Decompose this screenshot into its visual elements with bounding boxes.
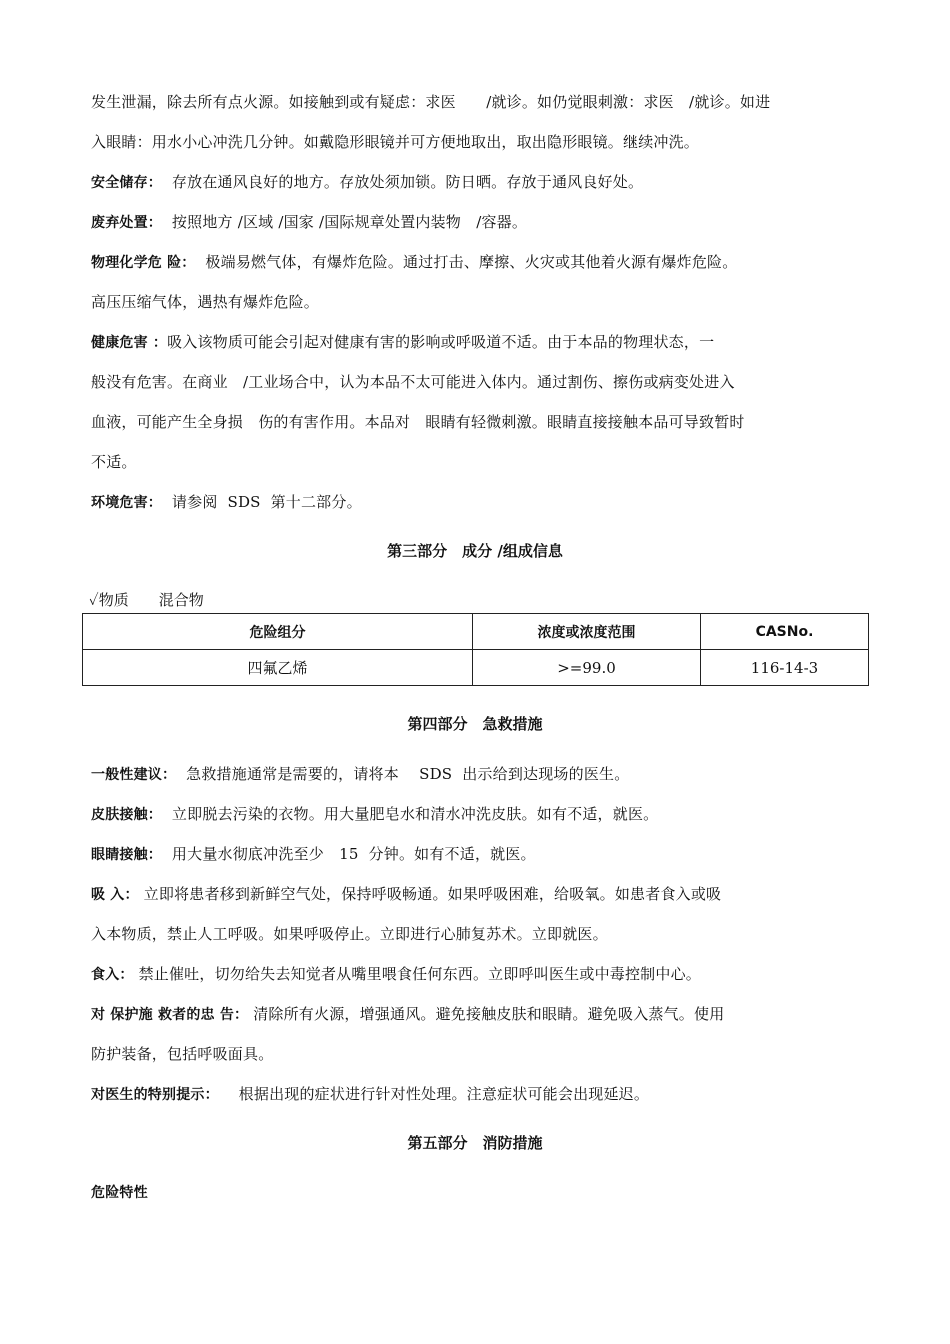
composition-table xyxy=(82,613,869,686)
section4-title: 第四部分 急救措施 xyxy=(407,715,543,733)
general-advice-row xyxy=(91,764,629,785)
health-row xyxy=(91,332,714,353)
ingestion-row xyxy=(91,964,701,985)
environment-text: 请参阅 SDS 第十二部分。 xyxy=(162,493,362,511)
physchem-text: 极端易燃气体，有爆炸危险。通过打击、摩擦、火灾或其他着火源有爆炸危险。 xyxy=(195,253,738,271)
ingestion-label: 食入： xyxy=(91,967,134,983)
health-label: 健康危害 ： xyxy=(91,335,168,351)
health-line-4: 不适。 xyxy=(91,453,137,471)
doctor-label: 对医生的特别提示： xyxy=(91,1087,219,1103)
ingestion-text: 禁止催吐，切勿给失去知觉者从嘴里喂食任何东西。立即呼叫医生或中毒控制中心。 xyxy=(133,965,701,983)
table-row xyxy=(83,650,869,686)
health-line-3: 血液，可能产生全身损 伤的有害作用。本品对 眼睛有轻微刺激。眼睛直接接触本品可导致暂时 xyxy=(91,413,745,431)
health-line-2: 般没有危害。在商业 /工业场合中，认为本品不太可能进入体内。通过割伤、擦伤或病变处进入 xyxy=(91,373,735,391)
environment-row xyxy=(91,492,362,513)
mixture-label: 混合物 xyxy=(158,591,204,609)
cell-component: 四氟乙烯 xyxy=(83,650,473,686)
health-text: 吸入该物质可能会引起对健康有害的影响或呼吸道不适。由于本品的物理状态，一 xyxy=(167,333,715,351)
disposal-row xyxy=(91,212,527,233)
environment-label: 环境危害： xyxy=(91,495,162,511)
inhalation-row xyxy=(91,884,721,905)
storage-label: 安全储存： xyxy=(91,175,162,191)
substance-label: 物质 xyxy=(98,591,129,609)
check-mark-icon: ✓ xyxy=(89,591,99,609)
rescuer-label: 对 保护施 救者的忠 告： xyxy=(91,1007,249,1023)
header-concentration: 浓度或浓度范围 xyxy=(473,614,701,650)
general-label: 一般性建议： xyxy=(91,767,177,783)
storage-row xyxy=(91,172,643,193)
skin-label: 皮肤接触： xyxy=(91,807,162,823)
eye-text: 用大量水彻底冲洗至少 15 分钟。如有不适，就医。 xyxy=(162,845,536,863)
header-component: 危险组分 xyxy=(83,614,473,650)
intro-line-1: 发生泄漏，除去所有点火源。如接触到或有疑虑：求医 /就诊。如仍觉眼刺激：求医 /就诊。如进 xyxy=(91,93,771,111)
general-text: 急救措施通常是需要的，请将本 SDS 出示给到达现场的医生。 xyxy=(176,765,630,783)
cell-concentration: >=99.0 xyxy=(473,650,701,686)
inhalation-line-2: 入本物质，禁止人工呼吸。如果呼吸停止。立即进行心肺复苏术。立即就医。 xyxy=(91,925,608,943)
section5-title: 第五部分 消防措施 xyxy=(407,1134,543,1152)
disposal-text: 按照地方 /区域 /国家 /国际规章处置内装物 /容器。 xyxy=(162,213,528,231)
eye-label: 眼睛接触： xyxy=(91,847,162,863)
inhalation-label: 吸 入： xyxy=(91,887,139,903)
table-header-row xyxy=(83,614,869,650)
doctor-text: 根据出现的症状进行针对性处理。注意症状可能会出现延迟。 xyxy=(218,1085,650,1103)
storage-text: 存放在通风良好的地方。存放处须加锁。防日晒。存放于通风良好处。 xyxy=(162,173,644,191)
hazard-characteristics-label: 危险特性 xyxy=(91,1185,148,1201)
doctor-note-row xyxy=(91,1084,649,1105)
rescuer-line-2: 防护装备，包括呼吸面具。 xyxy=(91,1045,274,1063)
skin-contact-row xyxy=(91,804,658,825)
physchem-row xyxy=(91,252,737,273)
eye-contact-row xyxy=(91,844,536,865)
header-cas: CASNo. xyxy=(701,614,869,650)
rescuer-text: 清除所有火源，增强通风。避免接触皮肤和眼睛。避免吸入蒸气。使用 xyxy=(248,1005,725,1023)
section3-title: 第三部分 成分 /组成信息 xyxy=(387,542,563,560)
disposal-label: 废弃处置： xyxy=(91,215,162,231)
physchem-label: 物理化学危 险： xyxy=(91,255,196,271)
skin-text: 立即脱去污染的衣物。用大量肥皂水和清水冲洗皮肤。如有不适，就医。 xyxy=(162,805,659,823)
cell-cas: 116-14-3 xyxy=(701,650,869,686)
rescuer-row xyxy=(91,1004,724,1025)
intro-line-2: 入眼睛：用水小心冲洗几分钟。如戴隐形眼镜并可方便地取出，取出隐形眼镜。继续冲洗。 xyxy=(91,133,700,151)
physchem-line-2: 高压压缩气体，遇热有爆炸危险。 xyxy=(91,293,320,311)
substance-type-row xyxy=(89,590,204,610)
inhalation-text: 立即将患者移到新鲜空气处，保持呼吸畅通。如果呼吸困难，给吸氧。如患者食入或吸 xyxy=(138,885,722,903)
